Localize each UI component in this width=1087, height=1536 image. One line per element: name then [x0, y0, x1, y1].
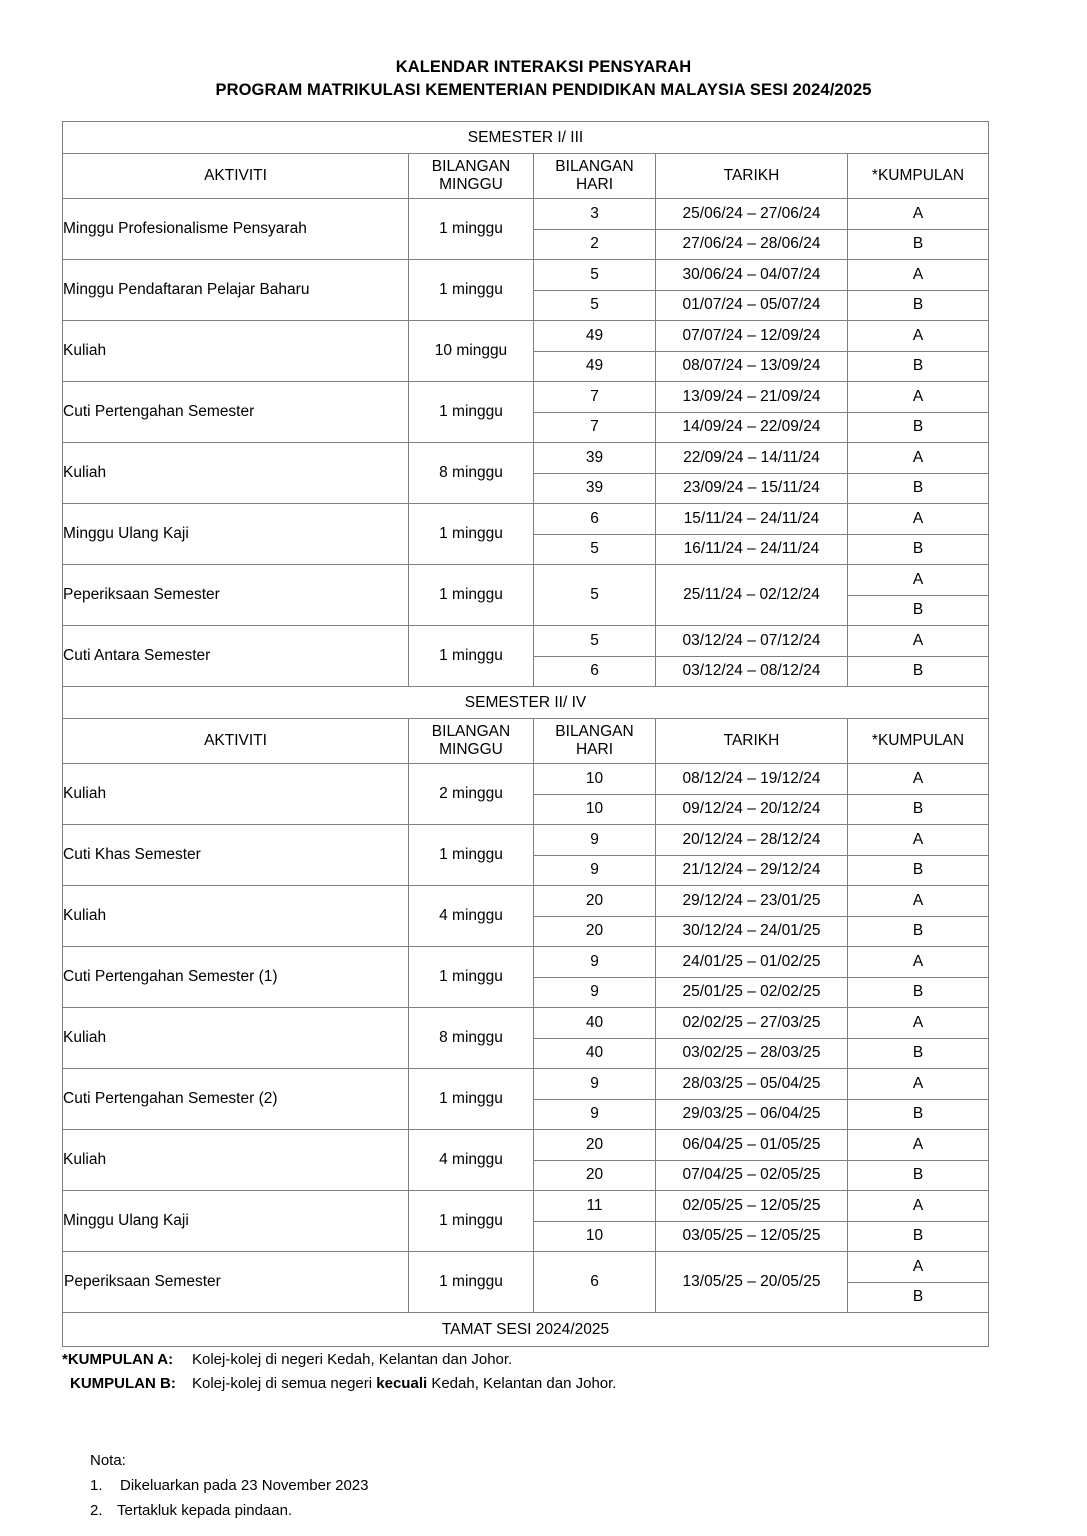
cell-bilangan-minggu: 8 minggu	[409, 1008, 534, 1069]
cell-bilangan-hari: 7	[534, 382, 656, 413]
cell-bilangan-minggu: 4 minggu	[409, 886, 534, 947]
cell-tarikh: 27/06/24 – 28/06/24	[656, 229, 848, 260]
table-row	[63, 1252, 989, 1283]
cell-tarikh: 25/11/24 – 02/12/24	[656, 565, 848, 626]
cell-aktiviti: Kuliah	[63, 1130, 409, 1191]
cell-tarikh: 25/01/25 – 02/02/25	[656, 977, 848, 1008]
cell-aktiviti: Kuliah	[63, 1008, 409, 1069]
cell-tarikh: 07/04/25 – 02/05/25	[656, 1160, 848, 1191]
cell-kumpulan: B	[848, 473, 989, 504]
header-bilangan-minggu-line2: MINGGU	[439, 741, 503, 758]
cell-bilangan-hari: 49	[534, 321, 656, 352]
cell-kumpulan: B	[848, 1160, 989, 1191]
header-bilangan-hari-line2: HARI	[575, 176, 614, 193]
cell-bilangan-hari: 6	[534, 1252, 656, 1313]
cell-bilangan-hari: 9	[534, 825, 656, 856]
header-bilangan-hari-sem2	[534, 719, 656, 764]
cell-tarikh: 28/03/25 – 05/04/25	[656, 1069, 848, 1100]
cell-bilangan-minggu: 1 minggu	[409, 1191, 534, 1252]
cell-tarikh: 02/02/25 – 27/03/25	[656, 1008, 848, 1039]
cell-kumpulan: A	[848, 1069, 989, 1100]
cell-kumpulan: B	[848, 351, 989, 382]
table-row	[63, 947, 989, 978]
cell-aktiviti: Peperiksaan Semester	[63, 1252, 409, 1313]
table-row	[63, 626, 989, 657]
cell-kumpulan: A	[848, 947, 989, 978]
kumpulan-b-title: KUMPULAN B	[70, 1375, 171, 1392]
cell-tarikh: 15/11/24 – 24/11/24	[656, 504, 848, 535]
cell-tarikh: 08/12/24 – 19/12/24	[656, 764, 848, 795]
cell-bilangan-minggu: 10 minggu	[409, 321, 534, 382]
cell-bilangan-minggu: 1 minggu	[409, 382, 534, 443]
cell-aktiviti: Minggu Profesionalisme Pensyarah	[63, 199, 409, 260]
cell-aktiviti: Kuliah	[63, 321, 409, 382]
cell-aktiviti: Cuti Khas Semester	[63, 825, 409, 886]
cell-tarikh: 14/09/24 – 22/09/24	[656, 412, 848, 443]
cell-kumpulan: B	[848, 977, 989, 1008]
cell-tarikh: 03/05/25 – 12/05/25	[656, 1221, 848, 1252]
header-tarikh-sem2: TARIKH	[656, 719, 848, 764]
cell-tarikh: 23/09/24 – 15/11/24	[656, 473, 848, 504]
cell-bilangan-hari: 39	[534, 473, 656, 504]
cell-kumpulan: B	[848, 656, 989, 687]
kumpulan-b-text-post: Kedah, Kelantan dan Johor.	[431, 1375, 617, 1392]
cell-kumpulan: A	[848, 382, 989, 413]
nota-item-1-number: 1.	[90, 1477, 103, 1494]
cell-kumpulan: B	[848, 595, 989, 626]
cell-tarikh: 13/09/24 – 21/09/24	[656, 382, 848, 413]
cell-bilangan-hari: 20	[534, 886, 656, 917]
nota-item-1-text: Dikeluarkan pada 23 November 2023	[120, 1477, 369, 1494]
cell-kumpulan: B	[848, 855, 989, 886]
cell-bilangan-hari: 20	[534, 1130, 656, 1161]
cell-bilangan-hari: 7	[534, 412, 656, 443]
cell-bilangan-minggu: 4 minggu	[409, 1130, 534, 1191]
cell-kumpulan: A	[848, 1252, 989, 1283]
cell-bilangan-hari: 49	[534, 351, 656, 382]
cell-bilangan-hari: 9	[534, 1099, 656, 1130]
nota-item-2-text: Tertakluk kepada pindaan.	[117, 1502, 293, 1519]
cell-tarikh: 16/11/24 – 24/11/24	[656, 534, 848, 565]
header-bilangan-minggu-line1: BILANGAN	[431, 158, 511, 175]
cell-tarikh: 03/12/24 – 07/12/24	[656, 626, 848, 657]
cell-aktiviti: Kuliah	[63, 443, 409, 504]
kumpulan-b-colon: :	[170, 1375, 176, 1392]
cell-bilangan-hari: 20	[534, 916, 656, 947]
table-row	[63, 1008, 989, 1039]
cell-bilangan-minggu: 1 minggu	[409, 260, 534, 321]
cell-aktiviti: Cuti Antara Semester	[63, 626, 409, 687]
cell-kumpulan: B	[848, 534, 989, 565]
cell-bilangan-minggu: 1 minggu	[409, 1069, 534, 1130]
header-kumpulan-sem2: *KUMPULAN	[848, 719, 989, 764]
cell-kumpulan: B	[848, 229, 989, 260]
cell-kumpulan: A	[848, 321, 989, 352]
header-bilangan-hari-line1: BILANGAN	[555, 723, 634, 740]
table-row	[63, 565, 989, 596]
cell-bilangan-hari: 6	[534, 504, 656, 535]
header-aktiviti-sem2: AKTIVITI	[63, 719, 409, 764]
header-bilangan-minggu-sem1	[409, 154, 534, 199]
cell-bilangan-hari: 9	[534, 855, 656, 886]
column-header-row-sem1	[63, 154, 989, 199]
semester-band-row-sem2	[63, 687, 989, 719]
cell-kumpulan: A	[848, 1191, 989, 1222]
cell-aktiviti: Cuti Pertengahan Semester (2)	[63, 1069, 409, 1130]
cell-kumpulan: A	[848, 626, 989, 657]
cell-bilangan-minggu: 1 minggu	[409, 504, 534, 565]
footer-band-label: TAMAT SESI 2024/2025	[63, 1313, 989, 1347]
cell-bilangan-hari: 5	[534, 534, 656, 565]
header-tarikh-sem1: TARIKH	[656, 154, 848, 199]
footer-band-row	[63, 1313, 989, 1347]
cell-bilangan-minggu: 1 minggu	[409, 825, 534, 886]
cell-bilangan-hari: 6	[534, 656, 656, 687]
cell-bilangan-hari: 5	[534, 565, 656, 626]
kumpulan-b-text-pre: Kolej-kolej di semua negeri	[192, 1375, 373, 1392]
nota-title: Nota:	[90, 1452, 126, 1469]
title-line-2: PROGRAM MATRIKULASI KEMENTERIAN PENDIDIKAN MALAYSIA SESI 2024/2025	[215, 81, 872, 99]
page-title	[0, 56, 1087, 102]
cell-kumpulan: B	[848, 412, 989, 443]
cell-bilangan-minggu: 2 minggu	[409, 764, 534, 825]
cell-bilangan-hari: 5	[534, 290, 656, 321]
cell-tarikh: 21/12/24 – 29/12/24	[656, 855, 848, 886]
cell-bilangan-minggu: 1 minggu	[409, 199, 534, 260]
cell-tarikh: 30/06/24 – 04/07/24	[656, 260, 848, 291]
cell-tarikh: 02/05/25 – 12/05/25	[656, 1191, 848, 1222]
cell-tarikh: 30/12/24 – 24/01/25	[656, 916, 848, 947]
cell-aktiviti: Cuti Pertengahan Semester	[63, 382, 409, 443]
cell-kumpulan: A	[848, 260, 989, 291]
cell-aktiviti: Peperiksaan Semester	[63, 565, 409, 626]
cell-bilangan-hari: 20	[534, 1160, 656, 1191]
header-aktiviti-sem1: AKTIVITI	[63, 154, 409, 199]
cell-tarikh: 07/07/24 – 12/09/24	[656, 321, 848, 352]
cell-tarikh: 25/06/24 – 27/06/24	[656, 199, 848, 230]
cell-kumpulan: A	[848, 1130, 989, 1161]
nota-block	[90, 1448, 369, 1523]
calendar-table-body	[63, 122, 989, 1347]
kumpulan-b-label	[62, 1372, 192, 1396]
cell-tarikh: 13/05/25 – 20/05/25	[656, 1252, 848, 1313]
cell-bilangan-hari: 3	[534, 199, 656, 230]
cell-bilangan-hari: 40	[534, 1038, 656, 1069]
nota-item-2	[90, 1498, 369, 1523]
cell-kumpulan: B	[848, 290, 989, 321]
cell-kumpulan: B	[848, 1282, 989, 1313]
cell-tarikh: 08/07/24 – 13/09/24	[656, 351, 848, 382]
cell-aktiviti: Minggu Pendaftaran Pelajar Baharu	[63, 260, 409, 321]
cell-bilangan-hari: 40	[534, 1008, 656, 1039]
cell-kumpulan: B	[848, 1099, 989, 1130]
table-row	[63, 1130, 989, 1161]
kumpulan-b-text-emphasis: kecuali	[376, 1375, 428, 1392]
cell-bilangan-hari: 9	[534, 977, 656, 1008]
cell-tarikh: 03/12/24 – 08/12/24	[656, 656, 848, 687]
kumpulan-a-row	[62, 1348, 616, 1372]
kumpulan-legend	[62, 1348, 616, 1396]
header-bilangan-hari-sem1	[534, 154, 656, 199]
cell-kumpulan: A	[848, 1008, 989, 1039]
cell-kumpulan: B	[848, 1221, 989, 1252]
kumpulan-b-row	[62, 1372, 616, 1396]
kumpulan-a-label	[62, 1348, 192, 1372]
kumpulan-a-colon: :	[168, 1351, 174, 1368]
header-kumpulan-sem1: *KUMPULAN	[848, 154, 989, 199]
table-row	[63, 321, 989, 352]
table-row	[63, 260, 989, 291]
cell-kumpulan: A	[848, 443, 989, 474]
cell-kumpulan: A	[848, 199, 989, 230]
table-row	[63, 504, 989, 535]
cell-tarikh: 03/02/25 – 28/03/25	[656, 1038, 848, 1069]
cell-bilangan-minggu: 1 minggu	[409, 947, 534, 1008]
semester-band-label-sem2: SEMESTER II/ IV	[63, 687, 989, 719]
kumpulan-a-title: *KUMPULAN A	[62, 1351, 169, 1368]
header-bilangan-hari-line2: HARI	[575, 741, 614, 758]
cell-tarikh: 22/09/24 – 14/11/24	[656, 443, 848, 474]
cell-tarikh: 09/12/24 – 20/12/24	[656, 794, 848, 825]
table-row	[63, 382, 989, 413]
cell-tarikh: 20/12/24 – 28/12/24	[656, 825, 848, 856]
table-row	[63, 443, 989, 474]
cell-aktiviti: Cuti Pertengahan Semester (1)	[63, 947, 409, 1008]
table-row	[63, 825, 989, 856]
cell-tarikh: 29/12/24 – 23/01/25	[656, 886, 848, 917]
cell-bilangan-hari: 10	[534, 794, 656, 825]
header-bilangan-hari-line1: BILANGAN	[555, 158, 634, 175]
semester-band-label-sem1: SEMESTER I/ III	[63, 122, 989, 154]
cell-bilangan-hari: 10	[534, 1221, 656, 1252]
nota-item-2-number: 2.	[90, 1502, 103, 1519]
cell-kumpulan: A	[848, 504, 989, 535]
cell-aktiviti: Kuliah	[63, 764, 409, 825]
cell-bilangan-hari: 9	[534, 947, 656, 978]
header-bilangan-minggu-line1: BILANGAN	[431, 723, 511, 740]
semester-band-row-sem1	[63, 122, 989, 154]
cell-bilangan-minggu: 1 minggu	[409, 1252, 534, 1313]
header-bilangan-minggu-line2: MINGGU	[439, 176, 503, 193]
calendar-table	[62, 121, 989, 1347]
table-row	[63, 1191, 989, 1222]
kumpulan-a-text: Kolej-kolej di negeri Kedah, Kelantan dan Johor.	[192, 1351, 513, 1368]
title-line-1: KALENDAR INTERAKSI PENSYARAH	[395, 58, 692, 76]
cell-bilangan-minggu: 1 minggu	[409, 626, 534, 687]
cell-kumpulan: B	[848, 916, 989, 947]
cell-bilangan-hari: 5	[534, 626, 656, 657]
cell-tarikh: 06/04/25 – 01/05/25	[656, 1130, 848, 1161]
cell-tarikh: 29/03/25 – 06/04/25	[656, 1099, 848, 1130]
column-header-row-sem2	[63, 719, 989, 764]
cell-tarikh: 24/01/25 – 01/02/25	[656, 947, 848, 978]
cell-bilangan-hari: 39	[534, 443, 656, 474]
header-bilangan-minggu-sem2	[409, 719, 534, 764]
nota-item-1	[90, 1473, 369, 1498]
cell-kumpulan: A	[848, 764, 989, 795]
cell-bilangan-minggu: 1 minggu	[409, 565, 534, 626]
table-row	[63, 886, 989, 917]
table-row	[63, 1069, 989, 1100]
cell-kumpulan: B	[848, 794, 989, 825]
cell-kumpulan: B	[848, 1038, 989, 1069]
table-row	[63, 764, 989, 795]
table-row	[63, 199, 989, 230]
cell-bilangan-hari: 11	[534, 1191, 656, 1222]
cell-tarikh: 01/07/24 – 05/07/24	[656, 290, 848, 321]
cell-bilangan-minggu: 8 minggu	[409, 443, 534, 504]
cell-aktiviti: Kuliah	[63, 886, 409, 947]
cell-aktiviti: Minggu Ulang Kaji	[63, 1191, 409, 1252]
cell-kumpulan: A	[848, 565, 989, 596]
cell-bilangan-hari: 2	[534, 229, 656, 260]
cell-kumpulan: A	[848, 886, 989, 917]
cell-aktiviti: Minggu Ulang Kaji	[63, 504, 409, 565]
cell-bilangan-hari: 9	[534, 1069, 656, 1100]
cell-bilangan-hari: 5	[534, 260, 656, 291]
cell-bilangan-hari: 10	[534, 764, 656, 795]
cell-kumpulan: A	[848, 825, 989, 856]
